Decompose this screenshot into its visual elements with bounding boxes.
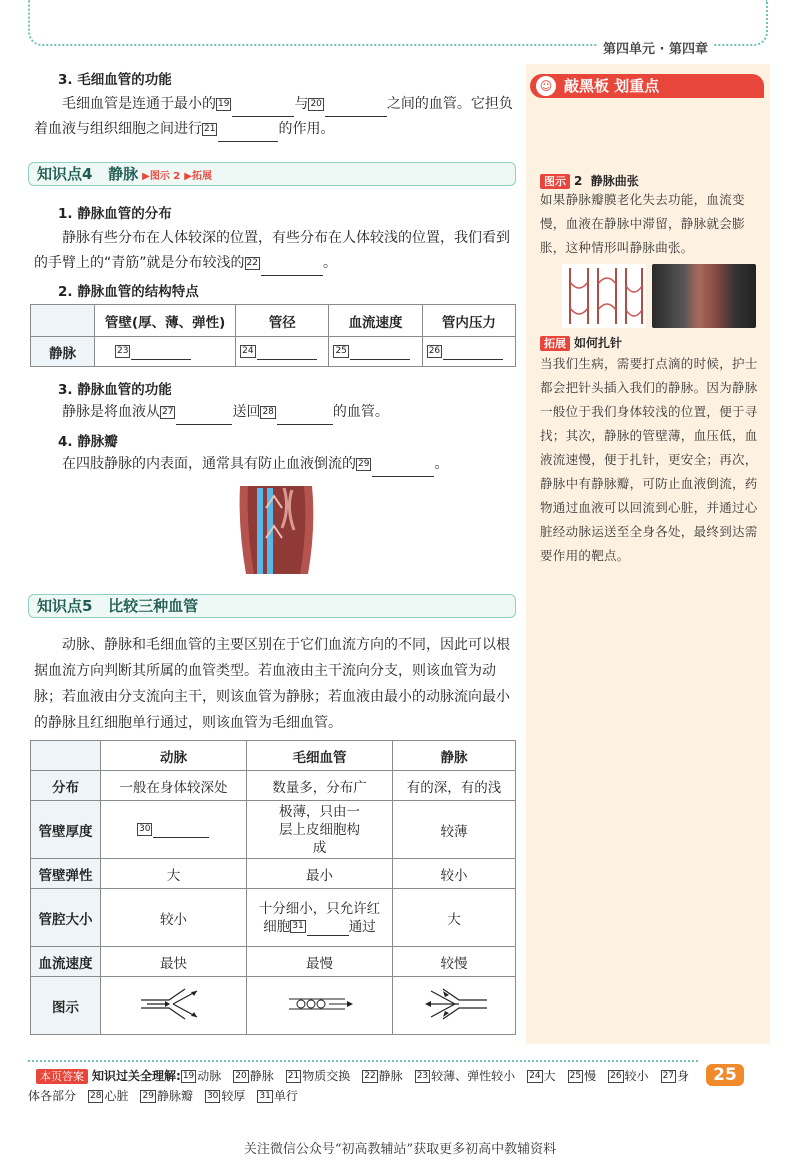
answers-lead: 知识过关全理解: bbox=[92, 1069, 181, 1083]
cell bbox=[236, 337, 329, 367]
answer-blank[interactable] bbox=[372, 461, 434, 477]
cell: 数量多，分布广 bbox=[247, 771, 393, 801]
row-label: 血流速度 bbox=[31, 947, 101, 977]
answer-item bbox=[233, 1069, 273, 1083]
vein-flow-diagram bbox=[419, 987, 489, 1021]
answer-text: 物质交换 bbox=[302, 1069, 351, 1083]
answer-blank[interactable] bbox=[257, 344, 317, 360]
row-label: 管腔大小 bbox=[31, 889, 101, 947]
leg-photo bbox=[652, 264, 756, 328]
blank-number: 27 bbox=[162, 406, 174, 417]
kp-label: 知识点5 bbox=[37, 597, 93, 615]
blank-number: 28 bbox=[262, 406, 274, 417]
row-label: 管壁弹性 bbox=[31, 859, 101, 889]
answer-item bbox=[568, 1069, 596, 1083]
answer-blank[interactable] bbox=[261, 260, 323, 276]
answer-blank[interactable] bbox=[131, 344, 191, 360]
answer-item bbox=[140, 1089, 192, 1103]
answer-text: 静脉 bbox=[249, 1069, 274, 1083]
table-row bbox=[31, 889, 516, 947]
cell: 最快 bbox=[101, 947, 247, 977]
vein-valve-text bbox=[34, 452, 520, 477]
text: 与 bbox=[294, 96, 309, 112]
text: 十分细小，只允许红细胞 bbox=[258, 900, 381, 935]
cell: 较慢 bbox=[393, 947, 516, 977]
cell: 极薄，只由一层上皮细胞构成 bbox=[247, 801, 393, 859]
blank-number: 30 bbox=[139, 824, 151, 834]
vein-function-text bbox=[34, 400, 520, 425]
answer-item bbox=[257, 1089, 297, 1103]
answer-text: 动脉 bbox=[197, 1069, 222, 1083]
chapter-label: 第四单元 · 第四章 bbox=[597, 38, 714, 57]
extension-tag bbox=[540, 336, 570, 351]
vessel-comparison-table bbox=[30, 740, 516, 1035]
answer-item bbox=[88, 1089, 128, 1103]
comparison-intro-text: 动脉、静脉和毛细血管的主要区别在于它们血流方向的不同，因此可以根据血流方向判断其所属的血管类型。若血液由主干流向分支，则该血管为动脉；若血液由分支流向主干，则该血管为静脉；若血液由最小的动脉流向最小的静脉且红细胞单行通过，则该血管为毛细血管。 bbox=[34, 637, 510, 731]
answer-number: 28 bbox=[90, 1091, 102, 1101]
sidebar-banner bbox=[530, 74, 764, 98]
table-row bbox=[31, 859, 516, 889]
cell: 有的深，有的浅 bbox=[393, 771, 516, 801]
blank-number: 29 bbox=[358, 458, 370, 469]
answer-number: 22 bbox=[364, 1071, 376, 1081]
vein-structure-title: 2. 静脉血管的结构特点 bbox=[58, 284, 199, 300]
answer-blank[interactable] bbox=[350, 344, 410, 360]
cell bbox=[247, 977, 393, 1035]
knowledge-point-4-header bbox=[28, 162, 516, 186]
header-cell: 管径 bbox=[236, 305, 329, 337]
answer-text: 身体各部分 bbox=[28, 1069, 690, 1103]
kp-title: 比较三种血管 bbox=[108, 597, 199, 615]
answer-number: 30 bbox=[206, 1091, 219, 1101]
cell: 最小 bbox=[247, 859, 393, 889]
cell: 较小 bbox=[393, 859, 516, 889]
capillary-function-title: 3. 毛细血管的功能 bbox=[58, 72, 172, 88]
capillary-function-text bbox=[34, 92, 520, 142]
answer-number: 29 bbox=[142, 1091, 154, 1101]
table-row bbox=[31, 801, 516, 859]
header-cell bbox=[31, 741, 101, 771]
answer-text: 静脉 bbox=[378, 1069, 403, 1083]
page-number: 25 bbox=[706, 1064, 744, 1086]
answer-item bbox=[527, 1069, 555, 1083]
table-header-row bbox=[31, 741, 516, 771]
answer-item bbox=[181, 1069, 221, 1083]
answer-number: 27 bbox=[662, 1071, 675, 1081]
blank-number: 24 bbox=[242, 346, 254, 356]
vein-distribution-text bbox=[34, 226, 520, 276]
text: 。 bbox=[322, 255, 337, 271]
cell: 较薄 bbox=[393, 801, 516, 859]
vein-valve-illustration bbox=[226, 478, 326, 578]
header-cell: 毛细血管 bbox=[247, 741, 393, 771]
answer-blank[interactable] bbox=[277, 409, 333, 425]
answer-blank[interactable] bbox=[307, 920, 349, 936]
answer-item bbox=[362, 1069, 402, 1083]
cell bbox=[101, 977, 247, 1035]
answer-item bbox=[608, 1069, 648, 1083]
text: 。 bbox=[434, 456, 449, 472]
answer-footer bbox=[28, 1060, 698, 1108]
cell bbox=[393, 977, 516, 1035]
figure-ref[interactable]: ▶图示 2 bbox=[142, 171, 181, 182]
figure-tag-text: 图示 bbox=[544, 175, 566, 188]
blank-number: 25 bbox=[335, 346, 347, 356]
cell bbox=[95, 337, 236, 367]
answer-text: 单行 bbox=[273, 1089, 298, 1103]
answer-text: 较厚 bbox=[221, 1089, 246, 1103]
cell: 大 bbox=[101, 859, 247, 889]
answer-number: 19 bbox=[182, 1071, 195, 1081]
row-label: 分布 bbox=[31, 771, 101, 801]
answer-text: 慢 bbox=[584, 1069, 597, 1083]
answer-item bbox=[205, 1089, 245, 1103]
banner-text: 敲黑板 划重点 bbox=[564, 77, 660, 95]
promo-note: 关注微信公众号“初高教辅站”获取更多初高中教辅资料 bbox=[243, 1142, 557, 1157]
extension-tag-text: 拓展 bbox=[544, 337, 566, 350]
answer-text: 心脏 bbox=[104, 1089, 129, 1103]
header-cell: 管内压力 bbox=[422, 305, 515, 337]
banner-logo-icon: ☺ bbox=[536, 76, 556, 96]
extension-title: 如何扎针 bbox=[574, 336, 623, 350]
header-cell: 动脉 bbox=[101, 741, 247, 771]
figure-heading bbox=[540, 172, 639, 189]
cell: 最慢 bbox=[247, 947, 393, 977]
knowledge-point-5-header bbox=[28, 594, 516, 618]
cell: 大 bbox=[393, 889, 516, 947]
table-row bbox=[31, 337, 516, 367]
blank-number: 19 bbox=[218, 98, 230, 109]
extension-text: 当我们生病，需要打点滴的时候，护士都会把针头插入我们的静脉。因为静脉一般位于我们身体较浅的位置，便于寻找；其次，静脉的管壁薄，血压低，血液流速慢，便于扎针，更安全；再次，静脉中有静脉瓣，可防止血液倒流，药物通过血液可以回流到心脏，并通过心脏经动脉运送至全身各处，最终到达需要作用的靶点。 bbox=[540, 356, 758, 563]
text: 之间的血管。它担负着血液与组织细胞之间进行 bbox=[34, 96, 513, 137]
cell: 较小 bbox=[101, 889, 247, 947]
figure-number: 2 bbox=[574, 174, 583, 188]
answer-number: 26 bbox=[610, 1071, 622, 1081]
extension-heading bbox=[540, 334, 622, 351]
cell: 一般在身体较深处 bbox=[101, 771, 247, 801]
answer-blank[interactable] bbox=[176, 409, 232, 425]
table-row bbox=[31, 977, 516, 1035]
blank-number: 26 bbox=[428, 346, 441, 356]
table-row bbox=[31, 771, 516, 801]
cell bbox=[247, 889, 393, 947]
header-cell: 静脉 bbox=[393, 741, 516, 771]
answer-text: 静脉瓣 bbox=[156, 1089, 193, 1103]
answer-blank[interactable] bbox=[218, 126, 278, 142]
row-label: 图示 bbox=[31, 977, 101, 1035]
answer-blank[interactable] bbox=[232, 101, 294, 117]
row-label: 静脉 bbox=[31, 337, 95, 367]
row-label: 管壁厚度 bbox=[31, 801, 101, 859]
answer-text: 大 bbox=[543, 1069, 556, 1083]
text: 毛细血管是连通于最小的 bbox=[62, 96, 216, 112]
blank-number: 31 bbox=[292, 921, 304, 931]
text: 静脉是将血液从 bbox=[62, 404, 160, 420]
answer-number: 21 bbox=[287, 1071, 300, 1081]
answer-item bbox=[286, 1069, 350, 1083]
text: 通过 bbox=[348, 918, 376, 935]
text: 的作用。 bbox=[278, 121, 335, 137]
header-cell: 管壁(厚、薄、弹性) bbox=[95, 305, 236, 337]
answers-tag-text: 本页答案 bbox=[40, 1070, 84, 1083]
answer-text: 较薄、弹性较小 bbox=[431, 1069, 516, 1083]
table-header-row bbox=[31, 305, 516, 337]
capillary-flow-diagram bbox=[285, 992, 355, 1016]
vein-valve-title: 4. 静脉瓣 bbox=[58, 434, 118, 450]
text: 送回 bbox=[232, 404, 261, 420]
answer-number: 31 bbox=[259, 1091, 271, 1101]
answer-blank[interactable] bbox=[325, 101, 387, 117]
text: 静脉有些分布在人体较深的位置，有些分布在人体较浅的位置，我们看到的手臂上的“青筋”就是分布较浅的 bbox=[34, 230, 510, 271]
header-cell bbox=[31, 305, 95, 337]
answer-blank[interactable] bbox=[153, 822, 209, 838]
text: 在四肢静脉的内表面，通常具有防止血液倒流的 bbox=[62, 456, 356, 472]
answer-blank[interactable] bbox=[443, 344, 503, 360]
vein-function-title: 3. 静脉血管的功能 bbox=[58, 382, 172, 398]
cell bbox=[422, 337, 515, 367]
text: 的血管。 bbox=[332, 404, 389, 420]
figure-text: 如果静脉瓣膜老化失去功能，血流变慢，血液在静脉中滞留，静脉就会膨胀，这种情形叫静脉曲张。 bbox=[540, 192, 745, 255]
kp-label: 知识点4 bbox=[37, 165, 93, 183]
kp-title: 静脉 bbox=[108, 165, 139, 183]
header-cell: 血流速度 bbox=[329, 305, 422, 337]
blank-number: 22 bbox=[246, 257, 258, 268]
answer-number: 20 bbox=[235, 1071, 247, 1081]
figure-title: 静脉曲张 bbox=[590, 174, 639, 188]
answer-text: 较小 bbox=[624, 1069, 649, 1083]
figure-tag bbox=[540, 174, 570, 189]
answer-number: 23 bbox=[416, 1071, 429, 1081]
vein-structure-table bbox=[30, 304, 516, 367]
answers-tag bbox=[36, 1069, 88, 1084]
extension-ref[interactable]: ▶拓展 bbox=[184, 171, 212, 182]
blank-number: 21 bbox=[204, 123, 216, 134]
varicose-vein-diagram bbox=[562, 264, 646, 328]
vein-distribution-title: 1. 静脉血管的分布 bbox=[58, 206, 172, 222]
answer-item bbox=[415, 1069, 515, 1083]
blank-number: 23 bbox=[117, 346, 129, 356]
artery-flow-diagram bbox=[139, 987, 209, 1021]
cell bbox=[329, 337, 422, 367]
answer-number: 25 bbox=[569, 1071, 582, 1081]
answer-number: 24 bbox=[529, 1071, 541, 1081]
table-row bbox=[31, 947, 516, 977]
blank-number: 20 bbox=[310, 98, 322, 109]
cell bbox=[101, 801, 247, 859]
